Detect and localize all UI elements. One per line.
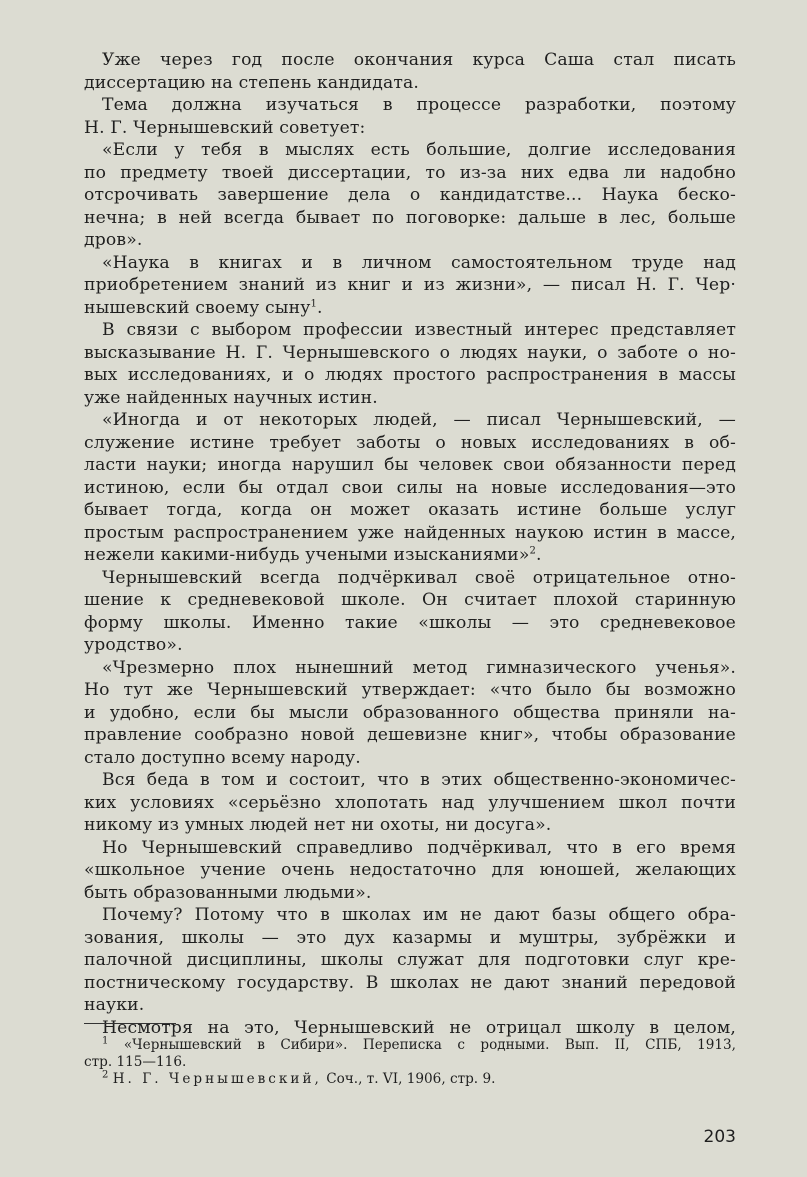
text-line: быть образованными людьми». xyxy=(84,882,372,903)
text-line: форму школы. Именно такие «школы — это средневековое xyxy=(84,612,736,633)
footnote-ref-1: 1 xyxy=(310,297,318,309)
text-line: вых исследованиях, и о людях простого распространения в массы xyxy=(84,365,736,385)
text-line: зования, школы — это дух казармы и муштры, зубрёжки и xyxy=(84,927,736,948)
footnote-2-text: Соч., т. VI, 1906, стр. 9. xyxy=(326,1071,496,1087)
text-line: ких условиях «серьёзно хлопотать над улучшением школ почти xyxy=(84,792,736,813)
text-line: по предмету твоей диссертации, то из-за них едва ли надобно xyxy=(84,162,736,183)
text-line-content: нежели какими-нибудь учеными изысканиями» xyxy=(84,545,530,565)
text-line: отсрочивать завершение дела о кандидатстве... Наука беско- xyxy=(84,185,736,205)
text-line: Но Чернышевский справедливо подчёркивал, что в его время xyxy=(102,837,736,858)
text-line: приобретением знаний из книг и из жизни», — писал Н. Г. Чер· xyxy=(84,275,736,295)
page-number: 203 xyxy=(703,1127,736,1147)
text-line: постническому государству. В школах не дают знаний передовой xyxy=(84,972,736,993)
text-line: уже найденных научных истин. xyxy=(84,387,378,408)
text-line: никому из умных людей нет ни охоты, ни досуга». xyxy=(84,815,552,835)
text-line: «школьное учение очень недостаточно для юношей, желающих xyxy=(84,860,736,880)
text-line: Н. Г. Чернышевский советует: xyxy=(84,117,366,138)
text-line: высказывание Н. Г. Чернышевского о людях науки, о заботе о но- xyxy=(84,342,736,363)
text-line: служение истине требует заботы о новых исследованиях в об- xyxy=(84,432,736,453)
footnote-ref-2: 2 xyxy=(529,545,536,557)
text-line: простым распространением уже найденных наукою истин в массе, xyxy=(84,522,736,543)
text-line: истиною, если бы отдал свои силы на новые исследования—это xyxy=(84,477,736,498)
text-line: дров». xyxy=(84,230,143,250)
text-line: Вся беда в том и состоит, что в этих общественно-экономичес- xyxy=(102,770,736,790)
text-line: палочной дисциплины, школы служат для подготовки слуг кре- xyxy=(84,950,736,970)
text-line: бывает тогда, когда он может оказать истине больше услуг xyxy=(84,500,736,520)
footnote-1-text: «Чернышевский в Сибири». Переписка с родными. Вып. II, СПБ, 1913, xyxy=(123,1037,736,1053)
text-line: ласти науки; иногда нарушил бы человек свои обязанности перед xyxy=(84,455,736,475)
text-line: диссертацию на степень кандидата. xyxy=(84,72,420,93)
text-line: «Если у тебя в мыслях есть большие, долгие исследования xyxy=(102,140,736,160)
text-line: Почему? Потому что в школах им не дают базы общего обра- xyxy=(102,905,736,925)
footnote-divider xyxy=(84,1023,176,1024)
text-line: уродство». xyxy=(84,635,183,655)
footnotes xyxy=(84,1037,736,1088)
text-line: «Чрезмерно плох нынешний метод гимназического ученья». xyxy=(102,657,736,678)
text-line: стало доступно всему народу. xyxy=(84,747,361,768)
text-line: Уже через год после окончания курса Саша стал писать xyxy=(102,50,736,70)
text-line: шение к средневековой школе. Он считает плохой старинную xyxy=(84,590,736,610)
text-line: Тема должна изучаться в процессе разработки, поэтому xyxy=(102,95,736,115)
footnote-1 xyxy=(84,1037,736,1054)
text-line: науки. xyxy=(84,995,145,1015)
footnote-1-mark: 1 xyxy=(102,1035,109,1047)
text-line: правление сообразно новой дешевизне книг», чтобы образование xyxy=(84,725,736,745)
text-line: «Иногда и от некоторых людей, — писал Чернышевский, — xyxy=(102,410,736,430)
text-line-content: нышевский своему сыну xyxy=(84,297,311,318)
text-line: нечна; в ней всегда бывает по поговорке: дальше в лес, больше xyxy=(84,207,736,228)
footnote-2 xyxy=(84,1071,736,1088)
text-line: Но тут же Чернышевский утверждает: «что было бы возможно xyxy=(84,680,736,700)
text-line: нежели какими-нибудь учеными изысканиями»$^2$. xyxy=(84,545,542,565)
text-line: и удобно, если бы мысли образованного общества приняли на- xyxy=(84,702,736,723)
footnote-1-continued: стр. 115—116. xyxy=(84,1054,187,1070)
body-text xyxy=(84,49,736,1039)
text-line: Чернышевский всегда подчёркивал своё отрицательное отно- xyxy=(102,567,736,588)
footnote-2-mark: 2 xyxy=(102,1069,109,1081)
footnote-2-author: Н. Г. Чернышевский, xyxy=(112,1071,322,1087)
text-line: Несмотря на это, Чернышевский не отрицал школу в целом, xyxy=(102,1017,736,1038)
text-line: нышевский своему сыну$^1$. xyxy=(84,297,323,318)
text-line: В связи с выбором профессии известный интерес представляет xyxy=(102,320,736,340)
text-line: «Наука в книгах и в личном самостоятельном труде над xyxy=(102,252,736,273)
